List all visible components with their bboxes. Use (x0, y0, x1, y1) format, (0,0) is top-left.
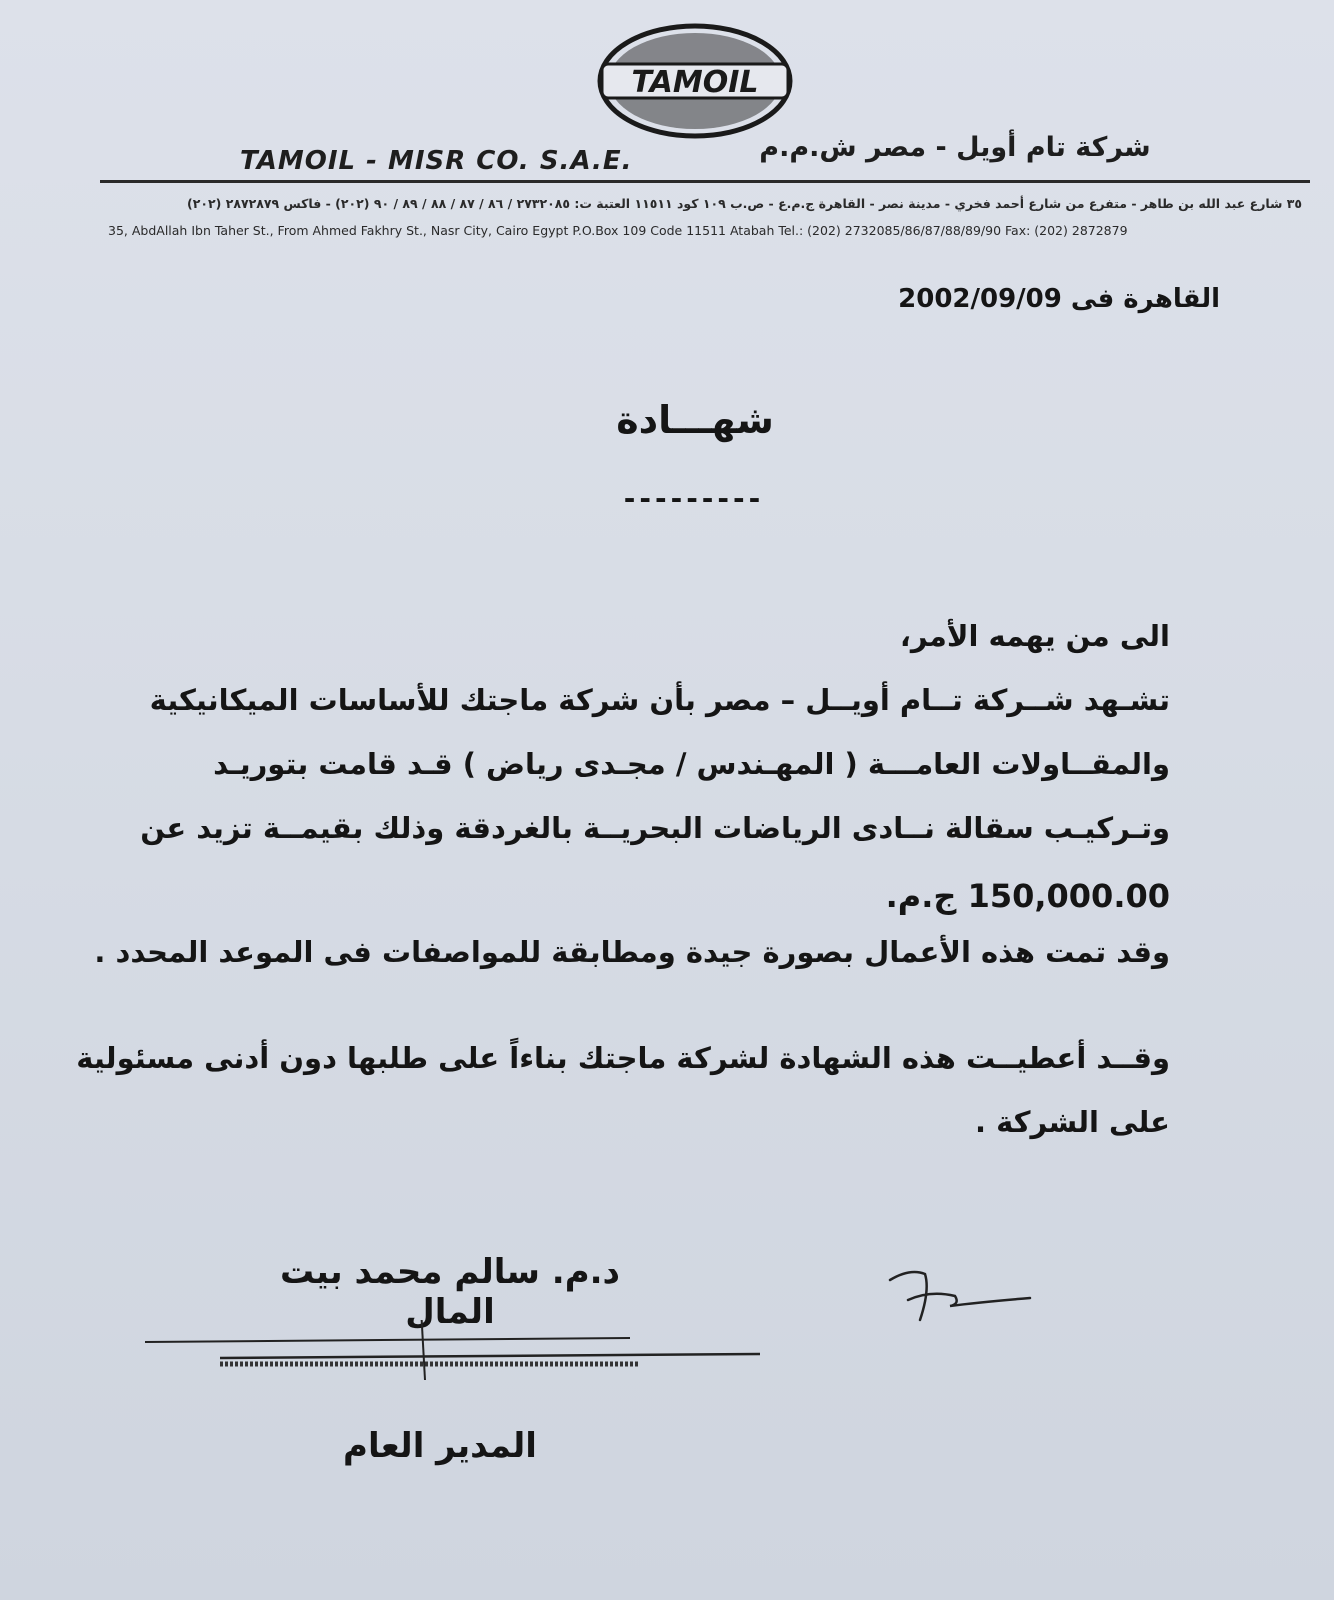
title-underline: --------- (623, 482, 765, 515)
signatory-name: د.م. سالم محمد بيت المال (280, 1252, 620, 1332)
document-title: شهـــادة (616, 398, 774, 442)
address-arabic: ٣٥ شارع عبد الله بن طاهر - متفرع من شارع أحمد فخري - مدينة نصر - القاهرة ج.م.ع - ص.ب ١٠٩ كود ١١٥١١ العتبة ت: ٢٧٣٢٠٨٥ / ٨٦ / ٨٧ / ٨٨ / ٨٩ / ٩٠ (٢٠٢) - فاكس ٢٨٧٢٨٧٩ (٢٠٢) (187, 196, 1302, 211)
address-english: 35, AbdAllah Ibn Taher St., From Ahmed Fakhry St., Nasr City, Cairo Egypt P.O.Box 109 Code 11511 Atabah Tel.: (202) 2732085/86/87/88/89/90 Fax: (202) 2872879 (108, 223, 1128, 238)
handwritten-signature (880, 1260, 1050, 1340)
signature-lines (140, 1320, 790, 1400)
body-line-1: تشـهد شــركة تــام أويــل – مصر بأن شركة ماجتك للأساسات الميكانيكية (149, 683, 1170, 717)
body-line-6: على الشركة . (974, 1105, 1170, 1139)
salutation: الى من يهمه الأمر، (899, 619, 1170, 653)
company-name-arabic: شركة تام أويل - مصر ش.م.م (759, 132, 1151, 163)
body-line-2: والمقــاولات العامـــة ( المهـندس / مجـدى رياض ) قـد قامت بتوريـد (213, 747, 1170, 781)
body-line-3: وتـركيـب سقالة نــادى الرياضات البحريــة بالغردقة وذلك بقيمــة تزيد عن (140, 811, 1170, 845)
logo-text: TAMOIL (631, 65, 759, 100)
signatory-position: المدير العام (343, 1426, 537, 1466)
company-name-english: TAMOIL - MISR CO. S.A.E. (240, 146, 633, 176)
header-rule (100, 180, 1310, 183)
amount: 150,000.00 ج.م. (885, 877, 1170, 915)
letter-date: القاهرة فى 2002/09/09 (898, 284, 1220, 314)
body-line-4: وقد تمت هذه الأعمال بصورة جيدة ومطابقة للمواصفات فى الموعد المحدد . (94, 935, 1170, 969)
body-line-5: وقــد أعطيــت هذه الشهادة لشركة ماجتك بناءاً على طلبها دون أدنى مسئولية (76, 1041, 1170, 1075)
tamoil-logo (596, 22, 794, 140)
